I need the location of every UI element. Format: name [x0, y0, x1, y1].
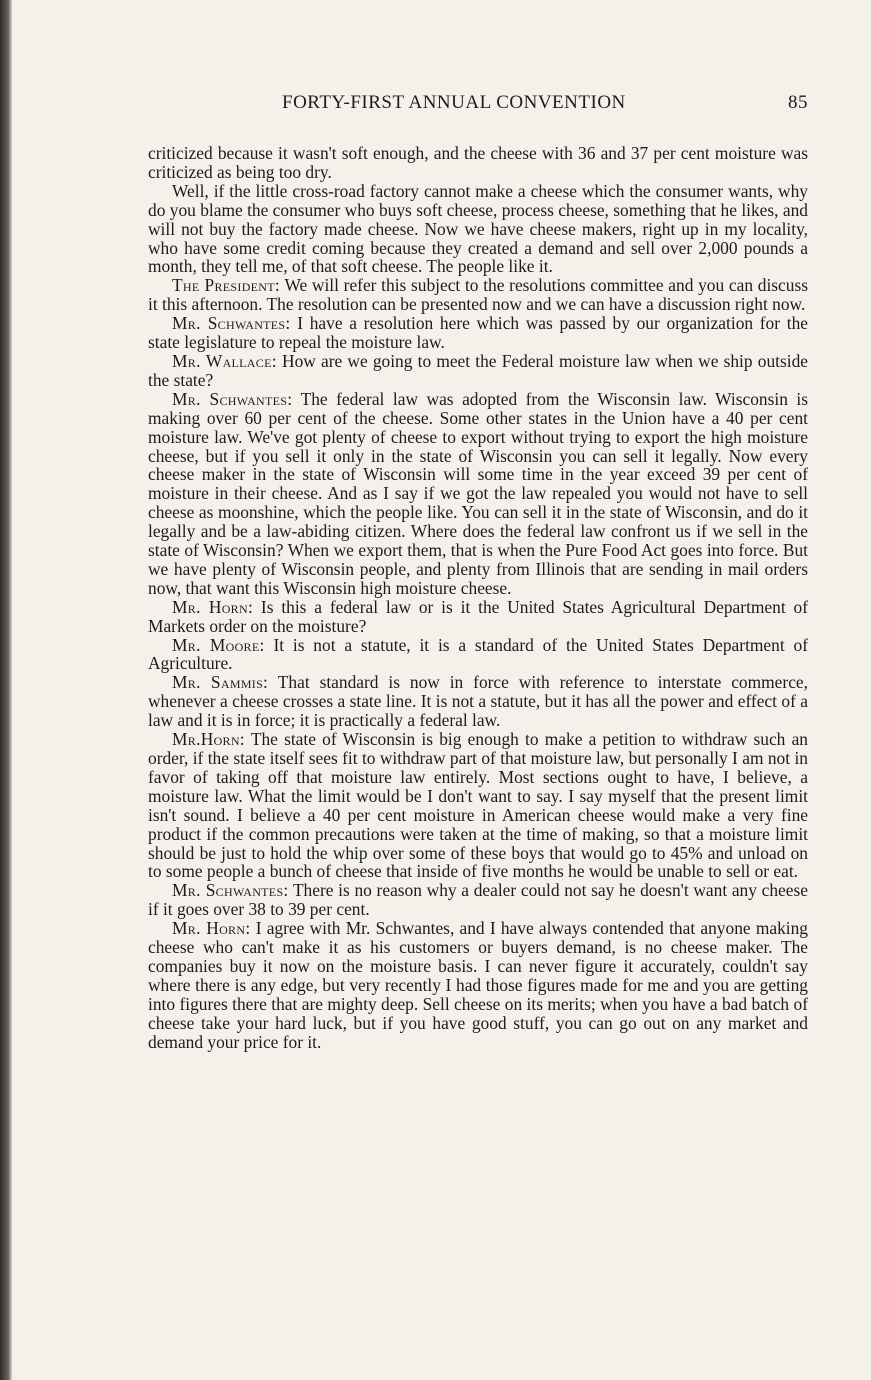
book-page — [148, 92, 808, 1052]
paragraph — [148, 673, 808, 730]
header-title: FORTY-FIRST ANNUAL CONVENTION — [282, 92, 626, 113]
paragraph — [148, 352, 808, 390]
speaker-name: Mr. Horn: — [172, 596, 254, 617]
page-number: 85 — [788, 92, 808, 113]
paragraph-text: Is this a federal law or is it the United States Agricultural Department of Markets order on the moisture? — [148, 596, 808, 636]
paragraph-text: There is no reason why a dealer could not say he doesn't want any cheese if it goes over 38 to 39 per cent. — [148, 880, 808, 920]
paragraph — [148, 276, 808, 314]
paragraph — [148, 919, 808, 1051]
speaker-name: Mr. Schwantes: — [172, 313, 291, 334]
paragraph-text: The state of Wisconsin is big enough to make a petition to withdraw such an order, if the state itself sees fit to withdraw part of that moisture law, but personally I am not in favor of taking off that moisture law entirely. Most sections ought to have, I believe, a moisture law. What the limit would be I don't want to say. I say myself that the present limit isn't sound. I believe a 40 per cent moisture in American cheese would make a very fine product if the common precautions were taken at the time of making, so that a moisture limit should be just to hold the whip over some of these boys that would go to 45% and unload on to some people a bunch of cheese that inside of five months he would be unable to sell or eat. — [148, 729, 808, 882]
speaker-name: Mr. Horn: — [172, 918, 251, 939]
paragraph — [148, 636, 808, 674]
paragraph — [148, 144, 808, 182]
paragraph-text: We will refer this subject to the resolutions committee and you can discuss it this afternoon. The resolution can be presented now and we can have a discussion right now. — [148, 275, 808, 315]
paragraph — [148, 730, 808, 881]
paragraph-text: It is not a statute, it is a standard of the United States Department of Agriculture. — [148, 634, 808, 674]
speaker-name: Mr. Wallace: — [172, 350, 277, 371]
paragraph-text: How are we going to meet the Federal moisture law when we ship outside the state? — [148, 350, 808, 390]
speaker-name: Mr. Schwantes: — [172, 388, 293, 409]
paragraph-text: Well, if the little cross-road factory cannot make a cheese which the consumer wants, why do you blame the consumer who buys soft cheese, process cheese, something that he likes, and will not buy the factory made cheese. Now we have cheese makers, right up in my locality, who have some credit coming because they created a demand and sell over 2,000 pounds a month, they tell me, of that soft cheese. The people like it. — [148, 180, 808, 277]
paragraph-text: I agree with Mr. Schwantes, and I have always contended that anyone making cheese who can't make it as his customers or buyers demand, is no cheese maker. The companies buy it now on the moisture basis. I can never figure it accurately, couldn't say where there is any edge, but very recently I had those figures made for me and you are getting into figures there that are mighty deep. Sell cheese on its merits; when you have a bad batch of cheese take your hard luck, but if you have good stuff, you can go out on any market and demand your price for it. — [148, 918, 808, 1052]
paragraph-text: The federal law was adopted from the Wisconsin law. Wisconsin is making over 60 per cent of the cheese. Some other states in the Union have a 40 per cent moisture law. We've got plenty of cheese to export without trying to export the high moisture cheese, but if you sell it only in the state of Wisconsin you can sell it legally. Now every cheese maker in the state of Wisconsin will some time in the year exceed 39 per cent of moisture in their cheese. And as I say if we got the law repealed you would not have to sell cheese as moonshine, which the people like. You can sell it in the state of Wisconsin, and do it legally and be a law-abiding citizen. Where does the federal law confront us if we sell in the state of Wisconsin? When we export them, that is when the Pure Food Act goes into force. But we have plenty of Wisconsin people, and plenty from Illinois that are sending in mail orders now, that want this Wisconsin high moisture cheese. — [148, 388, 808, 598]
page-binding-edge — [0, 0, 12, 1380]
body-text — [148, 144, 808, 1052]
speaker-name: Mr. Moore: — [172, 634, 265, 655]
speaker-name: Mr.Horn: — [172, 729, 245, 750]
paragraph-text: I have a resolution here which was passed by our organization for the state legislature to repeal the moisture law. — [148, 313, 808, 353]
running-header — [148, 92, 808, 122]
paragraph — [148, 314, 808, 352]
paragraph — [148, 182, 808, 277]
speaker-name: The President: — [172, 275, 281, 296]
paragraph — [148, 881, 808, 919]
paragraph — [148, 598, 808, 636]
paragraph-text: That standard is now in force with reference to interstate commerce, whenever a cheese crosses a state line. It is not a statute, but it has all the power and effect of a law and it is in force; it is practically a federal law. — [148, 672, 808, 731]
speaker-name: Mr. Schwantes: — [172, 880, 289, 901]
paragraph — [148, 390, 808, 598]
paragraph-text: criticized because it wasn't soft enough, and the cheese with 36 and 37 per cent moisture was criticized as being too dry. — [148, 143, 808, 182]
speaker-name: Mr. Sammis: — [172, 672, 269, 693]
